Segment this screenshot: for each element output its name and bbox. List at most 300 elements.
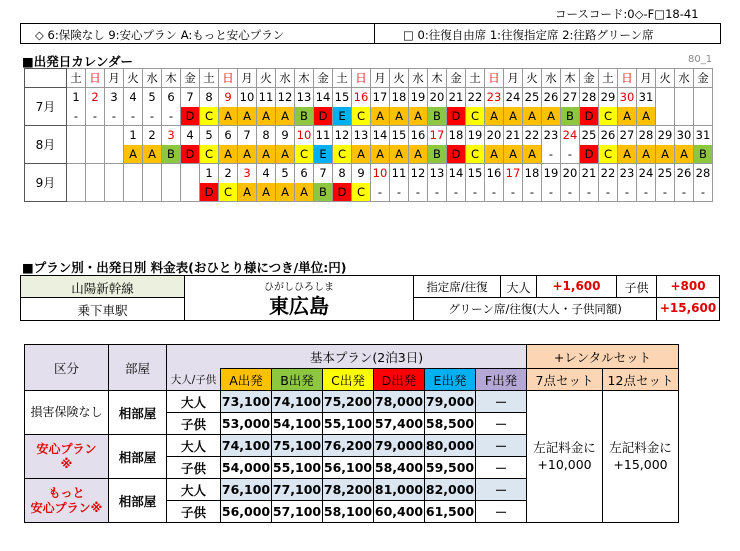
- calendar-code: 80_1: [688, 54, 713, 65]
- weekday-cell: 月: [637, 69, 656, 88]
- date-cell[interactable]: 6: [295, 164, 314, 183]
- date-cell[interactable]: 5: [143, 88, 162, 107]
- plan-code-cell[interactable]: A: [276, 107, 295, 126]
- plan-code-cell[interactable]: A: [371, 107, 390, 126]
- weekday-cell: 月: [238, 69, 257, 88]
- plan-code-cell[interactable]: D: [580, 145, 599, 164]
- date-cell[interactable]: 16: [352, 88, 371, 107]
- departure-calendar: [24, 68, 713, 202]
- price-cell: 76,200: [323, 435, 374, 457]
- plan-code-cell[interactable]: A: [390, 145, 409, 164]
- date-cell[interactable]: 4: [257, 164, 276, 183]
- date-cell[interactable]: [105, 126, 124, 145]
- date-cell[interactable]: 6: [219, 126, 238, 145]
- adult-label-cell: 大人: [167, 391, 221, 413]
- plan-code-cell[interactable]: A: [485, 107, 504, 126]
- date-cell[interactable]: 20: [485, 126, 504, 145]
- date-cell[interactable]: 7: [238, 126, 257, 145]
- plan-code-cell[interactable]: A: [276, 183, 295, 202]
- line-name: 山陽新幹線: [21, 276, 185, 298]
- plan-code-cell[interactable]: [143, 183, 162, 202]
- plan-code-cell[interactable]: B: [694, 145, 713, 164]
- plan-code-cell[interactable]: C: [200, 107, 219, 126]
- date-cell[interactable]: 1: [200, 164, 219, 183]
- plan-code-cell[interactable]: A: [238, 183, 257, 202]
- date-cell[interactable]: 6: [162, 88, 181, 107]
- plan-code-cell[interactable]: -: [504, 183, 523, 202]
- plan-code-cell[interactable]: -: [390, 183, 409, 202]
- price-row-adult: [25, 391, 679, 413]
- date-cell[interactable]: 21: [504, 126, 523, 145]
- plan-code-cell[interactable]: [181, 183, 200, 202]
- plan-code-cell[interactable]: D: [447, 145, 466, 164]
- date-cell[interactable]: 30: [618, 88, 637, 107]
- plan-code-cell[interactable]: A: [618, 145, 637, 164]
- price-cell: 74,100: [221, 435, 272, 457]
- plan-code-cell[interactable]: A: [637, 145, 656, 164]
- corner: [25, 69, 67, 88]
- plan-code-cell[interactable]: -: [86, 107, 105, 126]
- date-cell[interactable]: 18: [447, 126, 466, 145]
- plan-code-cell[interactable]: -: [618, 183, 637, 202]
- date-cell[interactable]: 13: [295, 88, 314, 107]
- fare-title: ■プラン別・出発日別 料金表(おひとり様につき/単位:円): [22, 260, 347, 275]
- plan-code-cell[interactable]: [694, 107, 713, 126]
- month-label: 7月: [25, 88, 67, 126]
- date-cell[interactable]: 24: [504, 88, 523, 107]
- room-cell: 相部屋: [109, 435, 167, 479]
- date-cell[interactable]: 12: [409, 164, 428, 183]
- date-cell[interactable]: 20: [428, 88, 447, 107]
- date-cell[interactable]: [67, 164, 86, 183]
- plan-code-cell[interactable]: A: [295, 183, 314, 202]
- plan-code-cell[interactable]: B: [295, 107, 314, 126]
- plan-code-cell[interactable]: [162, 183, 181, 202]
- date-row: [25, 164, 713, 183]
- price-cell: 77,100: [272, 479, 323, 501]
- plan-code-cell[interactable]: A: [409, 107, 428, 126]
- plan-code-cell[interactable]: A: [675, 145, 694, 164]
- weekday-cell: 火: [257, 69, 276, 88]
- date-cell[interactable]: 26: [599, 126, 618, 145]
- plan-code-cell[interactable]: C: [352, 107, 371, 126]
- weekday-cell: 日: [86, 69, 105, 88]
- plan-code-cell[interactable]: A: [637, 107, 656, 126]
- date-cell[interactable]: 22: [466, 88, 485, 107]
- plan-code-cell[interactable]: A: [238, 107, 257, 126]
- date-cell[interactable]: 3: [238, 164, 257, 183]
- weekday-cell: 金: [181, 69, 200, 88]
- plan-code-cell[interactable]: -: [409, 183, 428, 202]
- date-cell[interactable]: [86, 126, 105, 145]
- date-cell[interactable]: 16: [409, 126, 428, 145]
- date-cell[interactable]: 5: [276, 164, 295, 183]
- date-cell[interactable]: 29: [599, 88, 618, 107]
- plan-code-cell[interactable]: -: [542, 183, 561, 202]
- plan-code-cell[interactable]: A: [371, 145, 390, 164]
- date-cell[interactable]: 30: [675, 126, 694, 145]
- legend-insurance: ◇ 6:保険なし 9:安心プラン A:もっと安心プラン: [21, 24, 375, 43]
- date-cell[interactable]: 23: [542, 126, 561, 145]
- reserved-seat-label: 指定席/往復: [413, 276, 501, 298]
- date-cell[interactable]: 10: [238, 88, 257, 107]
- date-cell[interactable]: 1: [124, 126, 143, 145]
- date-cell[interactable]: 12: [333, 126, 352, 145]
- date-cell[interactable]: 16: [485, 164, 504, 183]
- plan-code-cell[interactable]: -: [143, 107, 162, 126]
- price-cell: －: [476, 457, 527, 479]
- plan-code-cell[interactable]: C: [599, 107, 618, 126]
- plan-code-cell[interactable]: [656, 107, 675, 126]
- plan-code-cell[interactable]: -: [542, 145, 561, 164]
- weekday-row: [25, 69, 713, 88]
- date-cell[interactable]: 7: [314, 164, 333, 183]
- date-cell[interactable]: 8: [333, 164, 352, 183]
- date-cell[interactable]: 9: [219, 88, 238, 107]
- weekday-cell: 日: [618, 69, 637, 88]
- price-cell: 54,000: [221, 457, 272, 479]
- price-cell: 55,100: [323, 413, 374, 435]
- date-cell[interactable]: 17: [428, 126, 447, 145]
- price-cell: 60,400: [374, 501, 425, 523]
- weekday-cell: 土: [67, 69, 86, 88]
- plan-code-cell[interactable]: E: [314, 145, 333, 164]
- date-cell[interactable]: 12: [276, 88, 295, 107]
- date-cell[interactable]: 24: [637, 164, 656, 183]
- weekday-cell: 火: [656, 69, 675, 88]
- date-cell[interactable]: 11: [390, 164, 409, 183]
- date-cell[interactable]: 27: [618, 126, 637, 145]
- date-cell[interactable]: 8: [200, 88, 219, 107]
- date-cell[interactable]: 31: [637, 88, 656, 107]
- date-cell[interactable]: 4: [181, 126, 200, 145]
- date-cell[interactable]: 28: [694, 164, 713, 183]
- date-cell[interactable]: 14: [371, 126, 390, 145]
- date-cell[interactable]: 19: [466, 126, 485, 145]
- plan-code-cell[interactable]: A: [257, 145, 276, 164]
- rental-7-header: 7点セット: [527, 369, 603, 391]
- plan-code-cell[interactable]: C: [295, 145, 314, 164]
- date-cell[interactable]: 28: [580, 88, 599, 107]
- station-label: 乗下車駅: [21, 298, 185, 320]
- weekday-cell: 水: [409, 69, 428, 88]
- plan-code-cell[interactable]: A: [542, 107, 561, 126]
- date-cell[interactable]: 10: [295, 126, 314, 145]
- plan-code-cell[interactable]: -: [371, 183, 390, 202]
- plan-code-cell[interactable]: D: [333, 183, 352, 202]
- date-cell[interactable]: 22: [523, 126, 542, 145]
- plan-code-cell[interactable]: -: [105, 107, 124, 126]
- date-cell[interactable]: 15: [333, 88, 352, 107]
- plan-code-cell[interactable]: A: [504, 107, 523, 126]
- rental-7-price: 左記料金に +10,000: [527, 391, 603, 523]
- weekday-cell: 月: [371, 69, 390, 88]
- plan-code-cell[interactable]: A: [409, 145, 428, 164]
- date-cell[interactable]: 8: [257, 126, 276, 145]
- plan-code-cell[interactable]: B: [314, 183, 333, 202]
- price-cell: 57,400: [374, 413, 425, 435]
- plan-code-cell[interactable]: -: [67, 107, 86, 126]
- plan-code-cell[interactable]: D: [447, 107, 466, 126]
- date-cell[interactable]: 9: [352, 164, 371, 183]
- plan-code-cell[interactable]: C: [219, 183, 238, 202]
- col-e: E出発: [425, 369, 476, 391]
- plan-code-cell[interactable]: -: [637, 183, 656, 202]
- price-cell: －: [476, 435, 527, 457]
- child-label-cell: 子供: [167, 501, 221, 523]
- plan-code-cell[interactable]: A: [257, 183, 276, 202]
- date-cell[interactable]: 11: [257, 88, 276, 107]
- plan-code-cell[interactable]: C: [352, 183, 371, 202]
- date-cell[interactable]: [675, 88, 694, 107]
- plan-code-cell[interactable]: A: [143, 145, 162, 164]
- plan-code-cell[interactable]: E: [333, 107, 352, 126]
- date-cell[interactable]: 1: [67, 88, 86, 107]
- date-cell[interactable]: 31: [694, 126, 713, 145]
- plan-code-cell[interactable]: B: [162, 145, 181, 164]
- rental-12-header: 12点セット: [603, 369, 679, 391]
- date-cell[interactable]: 14: [447, 164, 466, 183]
- plan-code-cell[interactable]: B: [561, 107, 580, 126]
- plan-code-cell[interactable]: [67, 145, 86, 164]
- month-label: 8月: [25, 126, 67, 164]
- date-cell[interactable]: 26: [542, 88, 561, 107]
- price-cell: 79,000: [374, 435, 425, 457]
- basic-plan-label: 基本プラン(2泊3日): [309, 349, 424, 365]
- plan-code-cell[interactable]: D: [181, 145, 200, 164]
- date-cell[interactable]: 18: [523, 164, 542, 183]
- date-cell[interactable]: 13: [352, 126, 371, 145]
- date-cell[interactable]: 2: [219, 164, 238, 183]
- date-cell[interactable]: [86, 164, 105, 183]
- price-cell: 55,100: [272, 457, 323, 479]
- weekday-cell: 木: [561, 69, 580, 88]
- weekday-cell: 土: [200, 69, 219, 88]
- plan-code-cell[interactable]: D: [181, 107, 200, 126]
- child-label: 子供: [617, 276, 657, 298]
- plan-code-cell[interactable]: A: [238, 145, 257, 164]
- plan-code-cell[interactable]: D: [580, 107, 599, 126]
- plan-code-row: [25, 183, 713, 202]
- price-cell: 73,100: [221, 391, 272, 413]
- child-extra: +800: [657, 276, 719, 298]
- price-cell: 76,100: [221, 479, 272, 501]
- weekday-cell: 土: [466, 69, 485, 88]
- weekday-cell: 金: [580, 69, 599, 88]
- plan-code-cell[interactable]: [675, 107, 694, 126]
- plan-code-cell[interactable]: D: [314, 107, 333, 126]
- plan-code-cell[interactable]: -: [162, 107, 181, 126]
- plan-code-cell[interactable]: -: [485, 183, 504, 202]
- plan-code-row: [25, 107, 713, 126]
- price-table: [24, 344, 679, 523]
- plan-code-cell[interactable]: A: [219, 107, 238, 126]
- date-cell[interactable]: 25: [580, 126, 599, 145]
- plan-code-cell[interactable]: A: [485, 145, 504, 164]
- price-cell: 58,100: [323, 501, 374, 523]
- date-cell[interactable]: 27: [561, 88, 580, 107]
- date-cell[interactable]: 3: [162, 126, 181, 145]
- date-cell[interactable]: 23: [618, 164, 637, 183]
- date-cell[interactable]: 15: [390, 126, 409, 145]
- plan-code-cell[interactable]: -: [656, 183, 675, 202]
- weekday-cell: 木: [295, 69, 314, 88]
- date-cell[interactable]: 20: [561, 164, 580, 183]
- kubun-cell: もっと 安心プラン※: [25, 479, 109, 523]
- plan-code-cell[interactable]: A: [124, 145, 143, 164]
- plan-code-row: [25, 145, 713, 164]
- station-name: 東広島: [269, 294, 329, 318]
- date-cell[interactable]: 14: [314, 88, 333, 107]
- date-cell[interactable]: 29: [656, 126, 675, 145]
- plan-code-cell[interactable]: -: [466, 183, 485, 202]
- plan-code-cell[interactable]: A: [523, 107, 542, 126]
- plan-code-cell[interactable]: A: [257, 107, 276, 126]
- plan-code-cell[interactable]: D: [200, 183, 219, 202]
- plan-code-cell[interactable]: [124, 183, 143, 202]
- date-cell[interactable]: 24: [561, 126, 580, 145]
- date-cell[interactable]: 25: [656, 164, 675, 183]
- date-cell[interactable]: 18: [390, 88, 409, 107]
- room-cell: 相部屋: [109, 479, 167, 523]
- price-cell: 81,000: [374, 479, 425, 501]
- price-cell: 54,100: [272, 413, 323, 435]
- weekday-cell: 月: [504, 69, 523, 88]
- date-cell[interactable]: 28: [637, 126, 656, 145]
- adult-label-cell: 大人: [167, 479, 221, 501]
- date-cell[interactable]: [656, 88, 675, 107]
- plan-code-cell[interactable]: A: [390, 107, 409, 126]
- basic-plan-header: [167, 345, 527, 369]
- date-cell[interactable]: [162, 164, 181, 183]
- date-cell[interactable]: 4: [124, 88, 143, 107]
- date-cell[interactable]: [181, 164, 200, 183]
- date-cell[interactable]: [694, 88, 713, 107]
- plan-code-cell[interactable]: C: [333, 145, 352, 164]
- plan-code-cell[interactable]: -: [561, 145, 580, 164]
- price-cell: 79,000: [425, 391, 476, 413]
- weekday-cell: 木: [162, 69, 181, 88]
- date-cell[interactable]: 9: [276, 126, 295, 145]
- plan-code-cell[interactable]: -: [694, 183, 713, 202]
- date-cell[interactable]: 23: [485, 88, 504, 107]
- date-cell[interactable]: [124, 164, 143, 183]
- rental-header: +レンタルセット: [527, 345, 679, 369]
- plan-code-cell[interactable]: A: [504, 145, 523, 164]
- date-cell[interactable]: 15: [466, 164, 485, 183]
- weekday-cell: 火: [390, 69, 409, 88]
- date-row: [25, 126, 713, 145]
- date-cell[interactable]: 7: [181, 88, 200, 107]
- date-cell[interactable]: 3: [105, 88, 124, 107]
- plan-code-cell[interactable]: [105, 145, 124, 164]
- date-cell[interactable]: 2: [143, 126, 162, 145]
- plan-code-cell[interactable]: -: [599, 183, 618, 202]
- date-cell[interactable]: [143, 164, 162, 183]
- month-label: 9月: [25, 164, 67, 202]
- date-cell[interactable]: 17: [371, 88, 390, 107]
- legend-bar: [20, 23, 721, 44]
- date-cell[interactable]: 2: [86, 88, 105, 107]
- fare-box: [20, 275, 720, 321]
- price-cell: 78,200: [323, 479, 374, 501]
- plan-code-cell[interactable]: -: [675, 183, 694, 202]
- plan-code-cell[interactable]: A: [618, 107, 637, 126]
- plan-code-cell[interactable]: -: [523, 183, 542, 202]
- price-cell: 82,000: [425, 479, 476, 501]
- price-cell: －: [476, 479, 527, 501]
- plan-code-cell[interactable]: [86, 145, 105, 164]
- room-cell: 相部屋: [109, 391, 167, 435]
- date-cell[interactable]: 22: [599, 164, 618, 183]
- date-cell[interactable]: 21: [580, 164, 599, 183]
- adult-child-header: 大人/子供: [167, 369, 221, 391]
- date-cell[interactable]: 13: [428, 164, 447, 183]
- plan-code-cell[interactable]: -: [447, 183, 466, 202]
- price-cell: －: [476, 413, 527, 435]
- weekday-cell: 日: [352, 69, 371, 88]
- plan-code-cell[interactable]: [86, 183, 105, 202]
- plan-code-cell[interactable]: A: [276, 145, 295, 164]
- date-cell[interactable]: 21: [447, 88, 466, 107]
- green-extra: +15,600: [659, 301, 717, 315]
- rental-12-price: 左記料金に +15,000: [603, 391, 679, 523]
- plan-code-cell[interactable]: A: [352, 145, 371, 164]
- price-cell: 59,500: [425, 457, 476, 479]
- plan-code-cell[interactable]: B: [428, 145, 447, 164]
- price-cell: 61,500: [425, 501, 476, 523]
- date-cell[interactable]: 5: [200, 126, 219, 145]
- child-label-cell: 子供: [167, 457, 221, 479]
- plan-code-cell[interactable]: C: [466, 145, 485, 164]
- plan-code-cell[interactable]: -: [561, 183, 580, 202]
- plan-code-cell[interactable]: -: [124, 107, 143, 126]
- date-cell[interactable]: 17: [504, 164, 523, 183]
- price-cell: 58,400: [374, 457, 425, 479]
- weekday-cell: 土: [333, 69, 352, 88]
- plan-code-cell[interactable]: -: [580, 183, 599, 202]
- kubun-header: 区分: [25, 345, 109, 391]
- weekday-cell: 土: [599, 69, 618, 88]
- date-cell[interactable]: 19: [542, 164, 561, 183]
- price-cell: 75,200: [323, 391, 374, 413]
- price-cell: 58,500: [425, 413, 476, 435]
- weekday-cell: 水: [143, 69, 162, 88]
- room-header: 部屋: [109, 345, 167, 391]
- date-cell[interactable]: 10: [371, 164, 390, 183]
- plan-code-cell[interactable]: C: [599, 145, 618, 164]
- date-cell[interactable]: 19: [409, 88, 428, 107]
- plan-code-cell[interactable]: A: [219, 145, 238, 164]
- date-cell[interactable]: [67, 126, 86, 145]
- plan-code-cell[interactable]: C: [466, 107, 485, 126]
- date-cell[interactable]: 25: [523, 88, 542, 107]
- plan-code-cell[interactable]: [67, 183, 86, 202]
- price-cell: 78,000: [374, 391, 425, 413]
- plan-code-cell[interactable]: A: [523, 145, 542, 164]
- date-cell[interactable]: 11: [314, 126, 333, 145]
- col-f: F出発: [476, 369, 527, 391]
- plan-code-cell[interactable]: C: [200, 145, 219, 164]
- plan-code-cell[interactable]: A: [656, 145, 675, 164]
- weekday-cell: 日: [485, 69, 504, 88]
- plan-code-cell[interactable]: [105, 183, 124, 202]
- date-cell[interactable]: [105, 164, 124, 183]
- plan-code-cell[interactable]: B: [428, 107, 447, 126]
- plan-code-cell[interactable]: -: [428, 183, 447, 202]
- date-cell[interactable]: 26: [675, 164, 694, 183]
- price-cell: －: [476, 391, 527, 413]
